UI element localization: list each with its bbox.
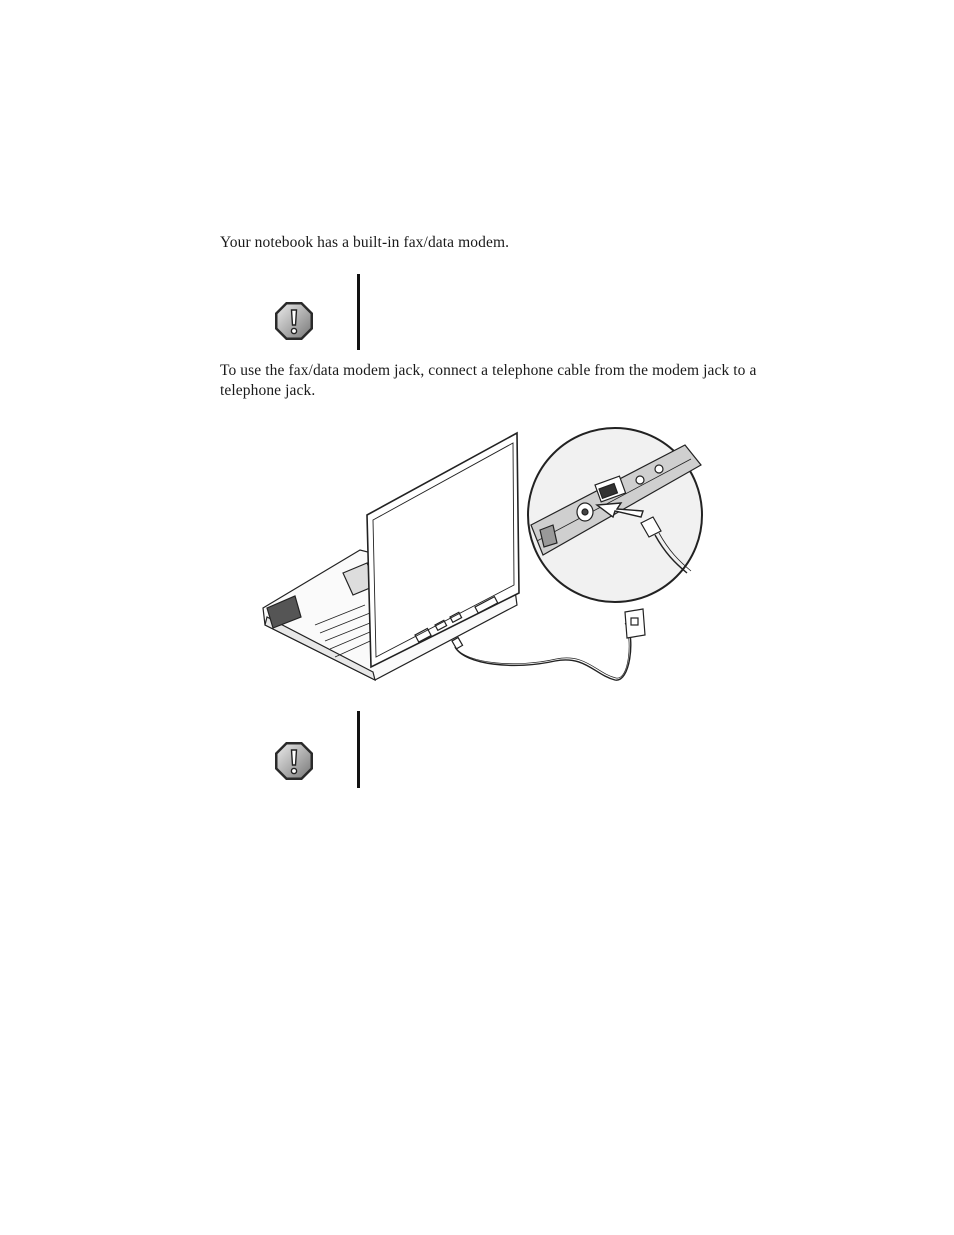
instruction-paragraph: To use the fax/data modem jack, connect a telephone cable from the modem jack to a telephone jack.: [220, 362, 757, 399]
warning-divider: [357, 711, 360, 788]
warning-icon: [274, 741, 314, 781]
warning-icon: [274, 301, 314, 341]
intro-paragraph: Your notebook has a built-in fax/data modem.: [220, 234, 510, 251]
warning-divider: [357, 274, 360, 350]
modem-connection-figure: [255, 425, 710, 690]
